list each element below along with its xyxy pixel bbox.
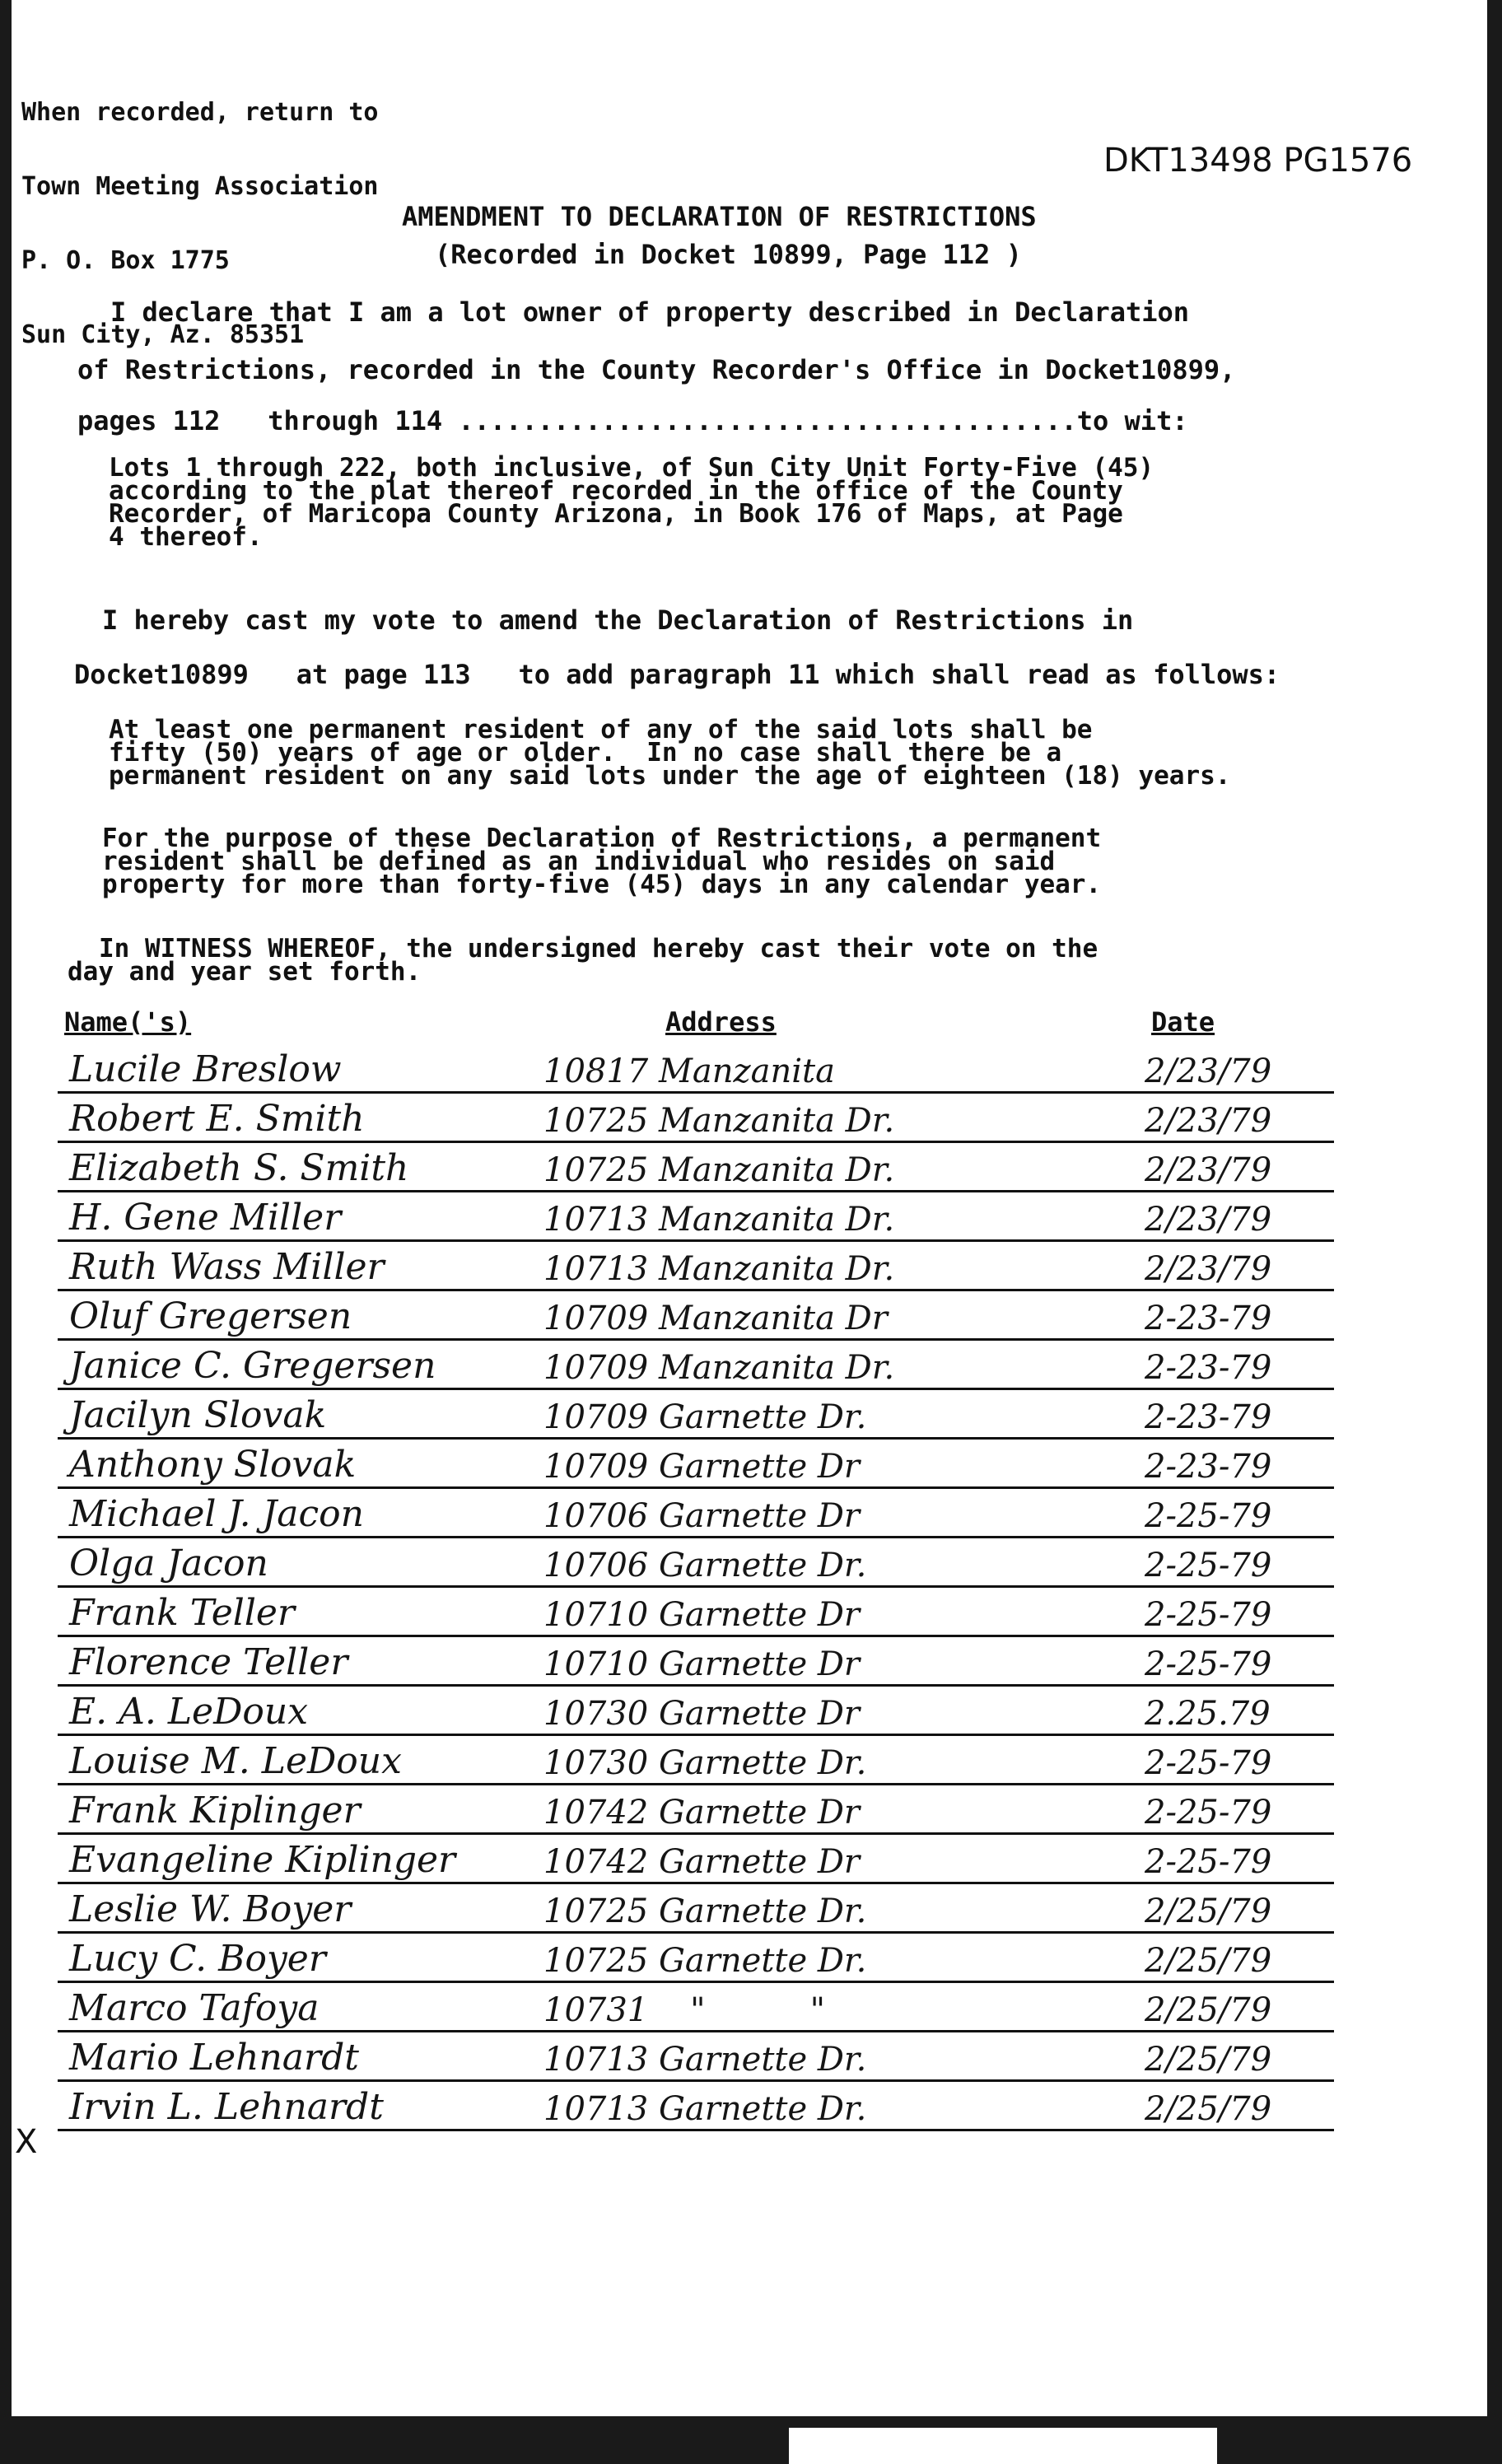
- return-line: Sun City, Az. 85351: [21, 320, 305, 349]
- document-subtitle: (Recorded in Docket 10899, Page 112 ): [435, 239, 1022, 270]
- signature-address: 10710 Garnette Dr: [543, 1645, 861, 1683]
- signature-date: 2/23/79: [1145, 1102, 1272, 1140]
- signature-row: [49, 1838, 1334, 1889]
- legal-description-line: according to the plat thereof recorded in the office of the County: [109, 476, 1123, 506]
- signature-date: 2-23-79: [1145, 1349, 1272, 1387]
- legal-description-line: Recorder, of Maricopa County Arizona, in Book 176 of Maps, at Page: [109, 499, 1123, 529]
- signature-address: 10713 Manzanita Dr.: [543, 1250, 895, 1288]
- signature-row: [49, 1986, 1334, 2037]
- signature-row: [49, 1097, 1334, 1148]
- column-header-address: Address: [665, 1006, 777, 1038]
- signature-address: 10706 Garnette Dr.: [543, 1547, 867, 1584]
- signature-date: 2-25-79: [1145, 1645, 1272, 1683]
- signature-address: 10725 Garnette Dr.: [543, 1892, 867, 1930]
- signature-address: 10725 Manzanita Dr.: [543, 1102, 895, 1140]
- signature-row: [49, 1492, 1334, 1543]
- signature-name: Louise M. LeDoux: [69, 1740, 402, 1782]
- signature-date: 2-25-79: [1145, 1596, 1272, 1634]
- signature-row: [49, 1789, 1334, 1840]
- signature-name: Mario Lehnardt: [69, 2037, 359, 2079]
- definition-line: For the purpose of these Declaration of Restrictions, a permanent: [102, 824, 1102, 853]
- column-header-name: Name('s): [64, 1006, 192, 1038]
- witness-line: day and year set forth.: [68, 957, 422, 987]
- signature-row: [49, 1146, 1334, 1197]
- docket-reference: DKT13498 PG1576: [1103, 142, 1413, 180]
- signature-name: Lucile Breslow: [69, 1048, 342, 1090]
- signature-name: Leslie W. Boyer: [69, 1888, 352, 1930]
- signature-name: Lucy C. Boyer: [69, 1938, 326, 1980]
- legal-description-line: 4 thereof.: [109, 522, 263, 552]
- signature-name: Evangeline Kiplinger: [69, 1839, 456, 1881]
- definition-line: resident shall be defined as an individual who resides on said: [102, 847, 1056, 876]
- signature-row: [49, 1344, 1334, 1395]
- signature-row: [49, 1888, 1334, 1939]
- signature-name: Olga Jacon: [69, 1542, 268, 1584]
- signature-row: [49, 1591, 1334, 1642]
- signature-address: 10725 Garnette Dr.: [543, 1942, 867, 1980]
- signature-row: [49, 1245, 1334, 1296]
- paragraph-11-line: At least one permanent resident of any of the said lots shall be: [109, 715, 1093, 744]
- signature-date: 2-25-79: [1145, 1794, 1272, 1832]
- signature-address: 10725 Manzanita Dr.: [543, 1151, 895, 1189]
- signature-address: 10713 Manzanita Dr.: [543, 1201, 895, 1239]
- signature-name: Marco Tafoya: [69, 1987, 320, 2029]
- signature-address: 10709 Garnette Dr: [543, 1448, 861, 1486]
- signature-row: [49, 1542, 1334, 1593]
- signature-name: Ruth Wass Miller: [69, 1246, 385, 1288]
- declaration-line: pages 112 through 114 .......................................to wit:: [77, 405, 1188, 436]
- signature-address: 10731 " ": [543, 1991, 826, 2029]
- declaration-line: of Restrictions, recorded in the County Recorder's Office in Docket10899,: [77, 354, 1236, 385]
- paragraph-11-line: fifty (50) years of age or older. In no case shall there be a: [109, 738, 1062, 768]
- signature-name: E. A. LeDoux: [69, 1691, 309, 1733]
- signature-address: 10709 Manzanita Dr: [543, 1300, 888, 1337]
- signature-date: 2/23/79: [1145, 1151, 1272, 1189]
- signature-date: 2/25/79: [1145, 2090, 1272, 2128]
- signature-row: [49, 1393, 1334, 1444]
- signature-row: [49, 1295, 1334, 1346]
- signature-date: 2.25.79: [1145, 1695, 1271, 1733]
- return-line: When recorded, return to: [21, 98, 379, 127]
- signature-address: 10742 Garnette Dr: [543, 1843, 861, 1881]
- signature-name: Anthony Slovak: [69, 1444, 357, 1486]
- signature-date: 2-23-79: [1145, 1448, 1272, 1486]
- signature-name: Elizabeth S. Smith: [69, 1147, 409, 1189]
- document-title: AMENDMENT TO DECLARATION OF RESTRICTIONS: [402, 201, 1037, 232]
- legal-description-line: Lots 1 through 222, both inclusive, of Sun City Unit Forty-Five (45): [109, 453, 1154, 483]
- return-line: P. O. Box 1775: [21, 246, 230, 275]
- scan-edge-left: [0, 0, 12, 2464]
- signature-date: 2-25-79: [1145, 1497, 1272, 1535]
- signature-row: [49, 1937, 1334, 1988]
- signature-address: 10742 Garnette Dr: [543, 1794, 861, 1832]
- signature-date: 2/25/79: [1145, 2041, 1272, 2079]
- signature-address: 10817 Manzanita: [543, 1052, 835, 1090]
- signature-date: 2-25-79: [1145, 1843, 1272, 1881]
- vote-line: I hereby cast my vote to amend the Declaration of Restrictions in: [102, 604, 1134, 636]
- signature-row: [49, 1640, 1334, 1692]
- signature-row: [49, 1443, 1334, 1494]
- signature-date: 2/25/79: [1145, 1942, 1272, 1980]
- signature-row: [49, 1739, 1334, 1790]
- signature-date: 2/23/79: [1145, 1052, 1272, 1090]
- signature-name: Jacilyn Slovak: [69, 1394, 327, 1436]
- scan-edge-right: [1487, 0, 1502, 2464]
- signature-name: H. Gene Miller: [69, 1197, 342, 1239]
- scan-edge-gap: [789, 2428, 1217, 2464]
- signature-row: [49, 2036, 1334, 2087]
- x-mark: X: [15, 2123, 38, 2161]
- signature-address: 10730 Garnette Dr: [543, 1695, 861, 1733]
- signature-date: 2/25/79: [1145, 1892, 1272, 1930]
- declaration-line: I declare that I am a lot owner of property described in Declaration: [110, 296, 1190, 328]
- signature-address: 10713 Garnette Dr.: [543, 2090, 867, 2128]
- return-line: Town Meeting Association: [21, 172, 379, 201]
- signature-name: Janice C. Gregersen: [69, 1345, 436, 1387]
- signature-name: Michael J. Jacon: [69, 1493, 364, 1535]
- signature-address: 10713 Garnette Dr.: [543, 2041, 867, 2079]
- signature-date: 2/23/79: [1145, 1201, 1272, 1239]
- signature-name: Frank Kiplinger: [69, 1790, 361, 1832]
- signature-date: 2-25-79: [1145, 1547, 1272, 1584]
- signature-name: Robert E. Smith: [69, 1098, 365, 1140]
- signature-address: 10709 Garnette Dr.: [543, 1398, 867, 1436]
- signature-date: 2/23/79: [1145, 1250, 1272, 1288]
- signature-address: 10709 Manzanita Dr.: [543, 1349, 895, 1387]
- signature-row: [49, 2085, 1334, 2136]
- signature-name: Oluf Gregersen: [69, 1295, 352, 1337]
- signature-row: [49, 1196, 1334, 1247]
- signature-row: [49, 1690, 1334, 1741]
- witness-line: In WITNESS WHEREOF, the undersigned hereby cast their vote on the: [99, 934, 1099, 964]
- return-address: [21, 51, 378, 397]
- signature-name: Irvin L. Lehnardt: [69, 2086, 384, 2128]
- signature-address: 10730 Garnette Dr.: [543, 1744, 867, 1782]
- paragraph-11-line: permanent resident on any said lots under the age of eighteen (18) years.: [109, 761, 1231, 791]
- signature-date: 2-23-79: [1145, 1398, 1272, 1436]
- signature-address: 10710 Garnette Dr: [543, 1596, 861, 1634]
- signature-row: [49, 1048, 1334, 1099]
- definition-line: property for more than forty-five (45) days in any calendar year.: [102, 870, 1102, 899]
- vote-line: Docket10899 at page 113 to add paragraph 11 which shall read as follows:: [74, 659, 1280, 690]
- signature-date: 2-23-79: [1145, 1300, 1272, 1337]
- signature-name: Florence Teller: [69, 1641, 348, 1683]
- signature-date: 2/25/79: [1145, 1991, 1272, 2029]
- signature-date: 2-25-79: [1145, 1744, 1272, 1782]
- scan-edge-bottom: [0, 2416, 1502, 2464]
- signature-address: 10706 Garnette Dr: [543, 1497, 861, 1535]
- signature-name: Frank Teller: [69, 1592, 295, 1634]
- column-header-date: Date: [1151, 1006, 1215, 1038]
